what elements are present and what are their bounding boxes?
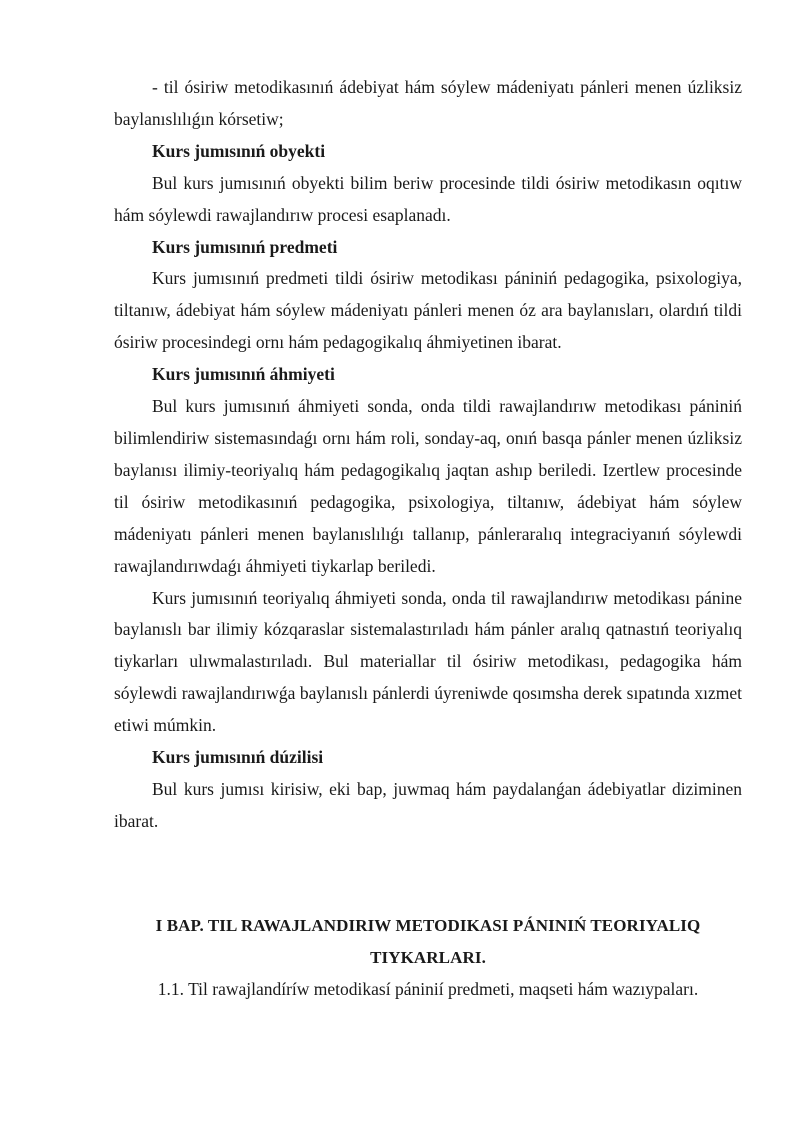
chapter-title: I BAP. TIL RAWAJLANDIRIW METODIKASI PÁNINIŃ TEORIYALIQ TIYKARLARI.	[155, 915, 701, 967]
section-paragraph-structure: Bul kurs jumısı kirisiw, eki bap, juwmaq hám paydalanǵan ádebiyatlar diziminen ibarat.	[114, 778, 742, 831]
section-paragraph-importance-2: Kurs jumısınıń teoriyalıq áhmiyeti sonda, onda til rawajlandırıw metodikası pánine baylanıslı bar ilimiy kózqaraslar sistemalastırıladı hám pánler aralıq qatnastıń teoriyalıq tiykarları ulıwmalastırıladı. Bul materiallar til ósiriw metodikası, pedagogika hám sóylewdi rawajlandırıwǵa baylanıslı pánlerdi úyreniwde qosımsha derek sıpatında xızmet etiwi múmkin.	[114, 587, 742, 736]
section-paragraph-object: Bul kurs jumısınıń obyekti bilim beriw procesinde tildi ósiriw metodikasın oqıtıw hám sóylewdi rawajlandırıw procesi esaplanadı.	[114, 172, 742, 225]
section-heading-object: Kurs jumısınıń obyekti	[152, 140, 326, 161]
section-heading-importance: Kurs jumısınıń áhmiyeti	[152, 364, 335, 385]
section-paragraph-subject: Kurs jumısınıń predmeti tildi ósiriw metodikası pániniń pedagogika, psixologiya, tiltanıw, ádebiyat hám sóylew mádeniyatı pánleri menen óz ara baylanısları, olardıń tildi ósiriw procesindegi ornı hám pedagogikalıq áhmiyetinen ibarat.	[114, 268, 742, 353]
section-paragraph-importance-1: Bul kurs jumısınıń áhmiyeti sonda, onda tildi rawajlandırıw metodikası pániniń bilimlendiriw sistemasındaǵı ornı hám roli, sonday-aq, onıń basqa pánler menen úzliksiz baylanısı ilimiy-teoriyalıq hám pedagogikalıq jaqtan ashıp beriledi. Izertlew procesinde til ósiriw metodikasınıń pedagogika, psixologiya, tiltanıw, ádebiyat hám sóylew mádeniyatı pánleri menen baylanıslılıǵı tallanıp, pánleraralıq integraciyanıń sóylewdi rawajlandırıwdaǵı áhmiyeti tiykarlap beriledi.	[114, 396, 742, 576]
section-heading-subject: Kurs jumısınıń predmeti	[152, 236, 338, 257]
section-heading-structure: Kurs jumısınıń dúzilisi	[152, 747, 324, 768]
document-page	[114, 72, 742, 1004]
chapter-subtitle: 1.1. Til rawajlandíríw metodikasí páninií predmeti, maqseti hám wazıypaları.	[157, 978, 699, 999]
chapter-spacing	[114, 838, 742, 910]
intro-paragraph: - til ósiriw metodikasınıń ádebiyat hám sóylew mádeniyatı pánleri menen úzliksiz baylanıslılıǵın kórsetiw;	[114, 77, 742, 129]
